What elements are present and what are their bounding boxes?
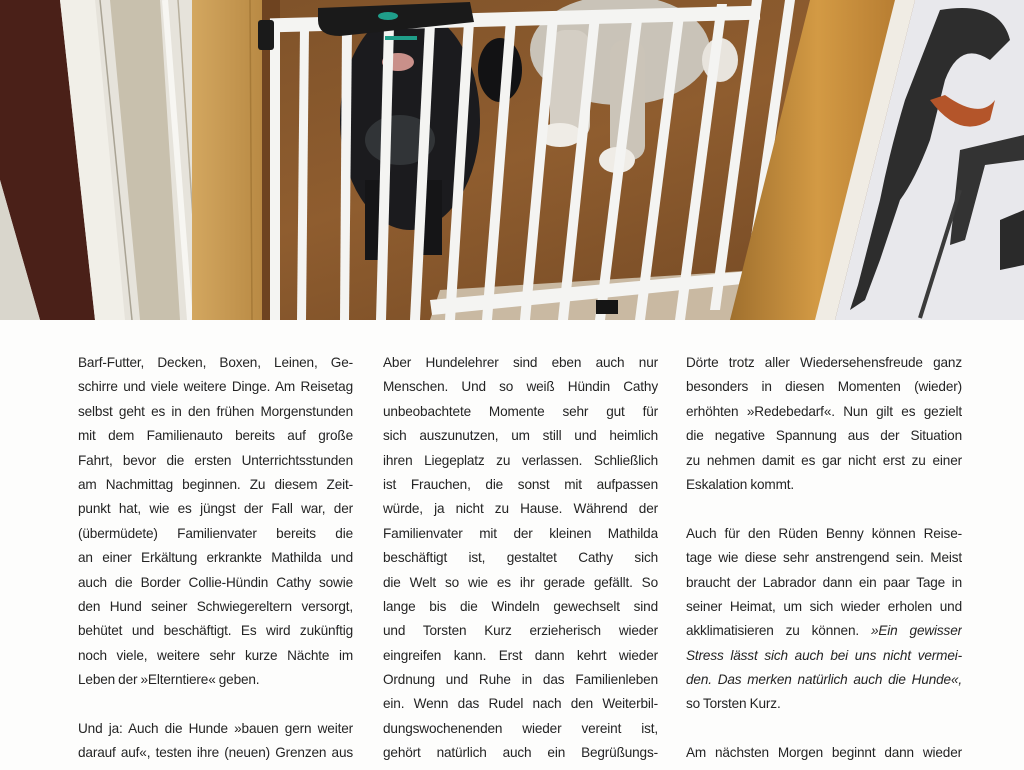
text-line: seiner Heimat, um sich wieder erholen und bbox=[686, 598, 962, 614]
text-line: punkt hat, wie es jüngst der Fall war, der bbox=[78, 501, 353, 517]
text-line: zu nehmen damit es gar nicht erst zu einer bbox=[686, 452, 962, 468]
text-line: gehört natürlich auch ein Begrüßungs- bbox=[383, 745, 658, 761]
text-line: an einer Erkältung erkrankte Mathilda und bbox=[78, 550, 353, 566]
text-line: Eskalation kommt. bbox=[686, 476, 795, 492]
text-line: am Nachmittag beginnen. Zu diesem Zeit- bbox=[78, 476, 353, 492]
article-column-1 bbox=[78, 351, 353, 770]
paragraph bbox=[686, 522, 962, 717]
text-line: schirre und viele weitere Dinge. Am Reisetag bbox=[78, 379, 353, 395]
paragraph bbox=[78, 351, 353, 692]
paragraph bbox=[686, 351, 962, 497]
text-line: (übermüdete) Familienvater bereits die bbox=[78, 525, 353, 541]
text-line: dungswochenenden wieder vereint ist, bbox=[383, 720, 658, 736]
text-line: erhöhten »Redebedarf«. Nun gilt es gezielt bbox=[686, 403, 962, 419]
text-line: Aber Hundelehrer sind eben auch nur bbox=[383, 355, 658, 370]
article-column-2 bbox=[383, 351, 658, 770]
text-line-mixed bbox=[686, 619, 962, 643]
text-line: und Torsten Kurz erzieherisch wieder bbox=[383, 623, 658, 639]
text-line: behütet und beschäftigt. Es wird zukünftig bbox=[78, 623, 353, 639]
text-line: Familienvater mit der kleinen Mathilda bbox=[383, 525, 658, 541]
text-line: braucht der Labrador dann ein paar Tage in bbox=[686, 574, 962, 590]
quote-line: Stress lässt sich auch bei uns nicht vermei- bbox=[686, 647, 962, 663]
text-line: Am nächsten Morgen beginnt dann wieder bbox=[686, 745, 962, 761]
text-line: darauf auf«, testen ihre (neuen) Grenzen aus bbox=[78, 745, 353, 761]
text-line: so Torsten Kurz. bbox=[686, 696, 781, 712]
text-line: auch die Border Collie-Hündin Cathy sowie bbox=[78, 574, 353, 590]
paragraph bbox=[686, 741, 962, 765]
text-line: sich auszunutzen, um still und heimlich bbox=[383, 428, 658, 444]
text-line: Ordnung und Ruhe in das Familienleben bbox=[383, 672, 658, 688]
quote-line: den. Das merken natürlich auch die Hunde«, bbox=[686, 672, 962, 688]
dogs-behind-gate-photo bbox=[0, 0, 1024, 320]
text-plain: akklimatisieren zu können. bbox=[686, 623, 871, 639]
text-line: selbst geht es in den frühen Morgenstunden bbox=[78, 403, 353, 419]
text-line: mit dem Familienauto bereits auf große bbox=[78, 428, 353, 444]
text-line: den Hund seiner Schwiegereltern versorgt, bbox=[78, 598, 353, 614]
text-line: Barf-Futter, Decken, Boxen, Leinen, Ge- bbox=[78, 355, 353, 370]
text-line: Fahrt, bevor die ersten Unterrichtsstunden bbox=[78, 452, 353, 468]
quote-italic: »Ein gewisser bbox=[870, 623, 962, 639]
text-line: Dörte trotz aller Wiedersehensfreude ganz bbox=[686, 355, 962, 370]
text-line: die Welt so wie es ihr gerade gefällt. So bbox=[383, 574, 658, 590]
text-line: ein. Wenn das Rudel nach den Weiterbil- bbox=[383, 696, 658, 712]
paragraph bbox=[78, 717, 353, 766]
article-column-3 bbox=[686, 351, 962, 770]
paragraph bbox=[383, 351, 658, 766]
text-line: ist Frauchen, die sonst mit aufpassen bbox=[383, 476, 658, 492]
text-line: lange bis die Windeln gewechselt sind bbox=[383, 598, 658, 614]
text-line: Leben der »Elterntiere« geben. bbox=[78, 672, 260, 688]
text-line: Menschen. Und so weiß Hündin Cathy bbox=[383, 379, 658, 395]
text-line: besonders in diesen Momenten (wieder) bbox=[686, 379, 962, 395]
text-line: Auch für den Rüden Benny können Reise- bbox=[686, 525, 962, 541]
text-line: ihren Liegeplatz zu verlassen. Schließlich bbox=[383, 452, 658, 468]
text-line: würde, ja nicht zu Hause. Während der bbox=[383, 501, 658, 517]
text-line: tage wie diese sehr anstrengend sein. Meist bbox=[686, 550, 962, 566]
text-line: beschäftigt ist, gestaltet Cathy sich bbox=[383, 550, 658, 566]
text-line: Und ja: Auch die Hunde »bauen gern weiter bbox=[78, 720, 353, 736]
text-line: eingreifen kann. Erst dann kehrt wieder bbox=[383, 647, 658, 663]
text-line: die negative Spannung aus der Situation bbox=[686, 428, 962, 444]
text-line: noch viele, weitere sehr kurze Nächte im bbox=[78, 647, 353, 663]
text-line: unbeobachtete Momente sehr gut für bbox=[383, 403, 658, 419]
